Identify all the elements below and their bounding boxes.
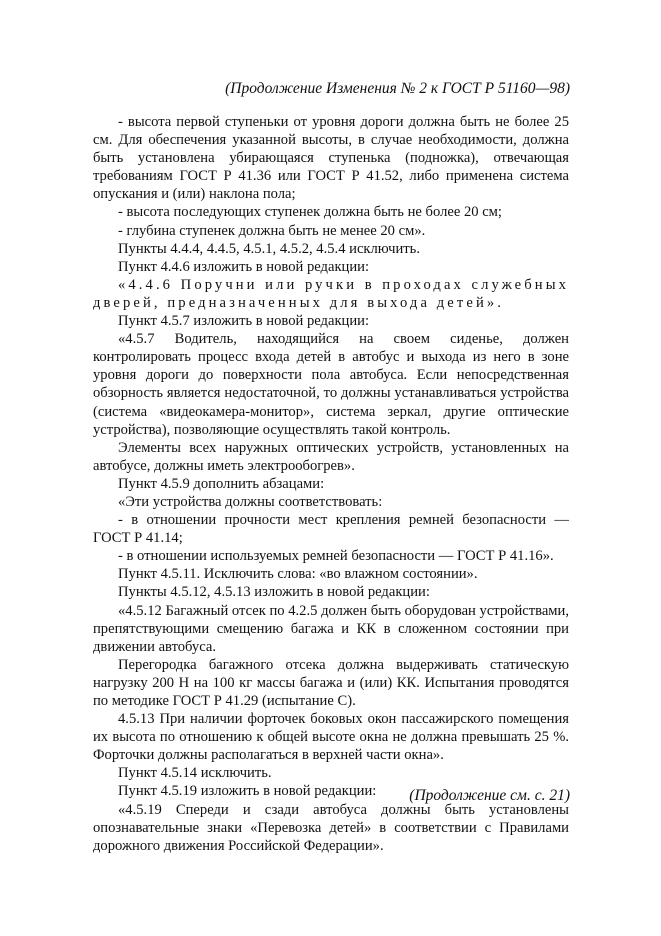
paragraph-optical-devices: Элементы всех наружных оптических устройств, установленных на автобусе, должны иметь электрообогрев». [93, 439, 569, 474]
paragraph-item-4519-text: «4.5.19 Спереди и сзади автобуса должны быть установлены опознавательные знаки «Перевозка детей» в соответствии с Правилами дорожного движения Российской Федерации». [93, 801, 569, 854]
paragraph-item-457-intro: Пункт 4.5.7 изложить в новой редакции: [118, 313, 370, 330]
continuation-footer: (Продолжение см. с. 21) [409, 787, 570, 804]
paragraph-first-step-height: - высота первой ступеньки от уровня дороги должна быть не более 25 см. Для обеспечения указанной высоты, в случае необходимости, должна быть установлена убирающаяся ступенька (подножка), отвечающая требованиям ГОСТ Р 41.36 или ГОСТ Р 41.52, либо применена система опускания и (или) наклона пола; [93, 114, 569, 203]
paragraph-item-459-intro: Пункт 4.5.9 дополнить абзацами: [118, 475, 325, 492]
continuation-header: (Продолжение Изменения № 2 к ГОСТ Р 51160—98) [225, 80, 570, 97]
paragraph-items-4512-4513-intro: Пункты 4.5.12, 4.5.13 изложить в новой редакции: [118, 584, 430, 601]
paragraph-belts-used: - в отношении используемых ремней безопасности — ГОСТ Р 41.16». [118, 548, 554, 565]
paragraph-item-457-text: «4.5.7 Водитель, находящийся на своем сиденье, должен контролировать процесс входа детей в автобус и выхода из него в зоне уровня дороги до поверхности пола автобуса. Если непосредственная обзорность является недостаточной, то должны устанавливаться устройства (система «видеокамера-монитор», система зеркал, другие оптические устройства), позволяющие осуществлять такой контроль. [93, 331, 569, 438]
paragraph-next-steps-height: - высота последующих ступенек должна быть не более 20 см; [118, 204, 502, 221]
paragraph-item-446-text: «4.4.6 Поручни или ручки в проходах служебных дверей, предназначенных для выхода детей». [93, 276, 569, 311]
paragraph-item-446-intro: Пункт 4.4.6 изложить в новой редакции: [118, 258, 370, 275]
paragraph-item-4511: Пункт 4.5.11. Исключить слова: «во влажном состоянии». [118, 566, 478, 583]
paragraph-item-4512-text: «4.5.12 Багажный отсек по 4.2.5 должен быть оборудован устройствами, препятствующими смещению багажа и КК в сложенном состоянии при движении автобуса. [93, 602, 569, 655]
document-body [93, 113, 569, 855]
paragraph-item-4513-text: 4.5.13 При наличии форточек боковых окон пассажирского помещения их высота по отношению к общей высоте окна не должна превышать 25 %. Форточки должны располагаться в верхней части окна». [93, 711, 569, 764]
paragraph-devices-compliance: «Эти устройства должны соответствовать: [118, 493, 383, 510]
paragraph-step-depth: - глубина ступенек должна быть не менее 20 см». [118, 222, 426, 239]
paragraph-luggage-partition: Перегородка багажного отсека должна выдерживать статическую нагрузку 200 Н на 100 кг массы багажа и (или) КК. Испытания проводятся по методике ГОСТ Р 41.29 (испытание С). [93, 656, 569, 709]
paragraph-exclude-items: Пункты 4.4.4, 4.4.5, 4.5.1, 4.5.2, 4.5.4 исключить. [118, 240, 420, 257]
paragraph-item-4514: Пункт 4.5.14 исключить. [118, 765, 272, 782]
paragraph-item-4519-intro: Пункт 4.5.19 изложить в новой редакции: [118, 783, 377, 800]
paragraph-belt-anchorage: - в отношении прочности мест крепления ремней безопасности — ГОСТ Р 41.14; [93, 512, 569, 547]
